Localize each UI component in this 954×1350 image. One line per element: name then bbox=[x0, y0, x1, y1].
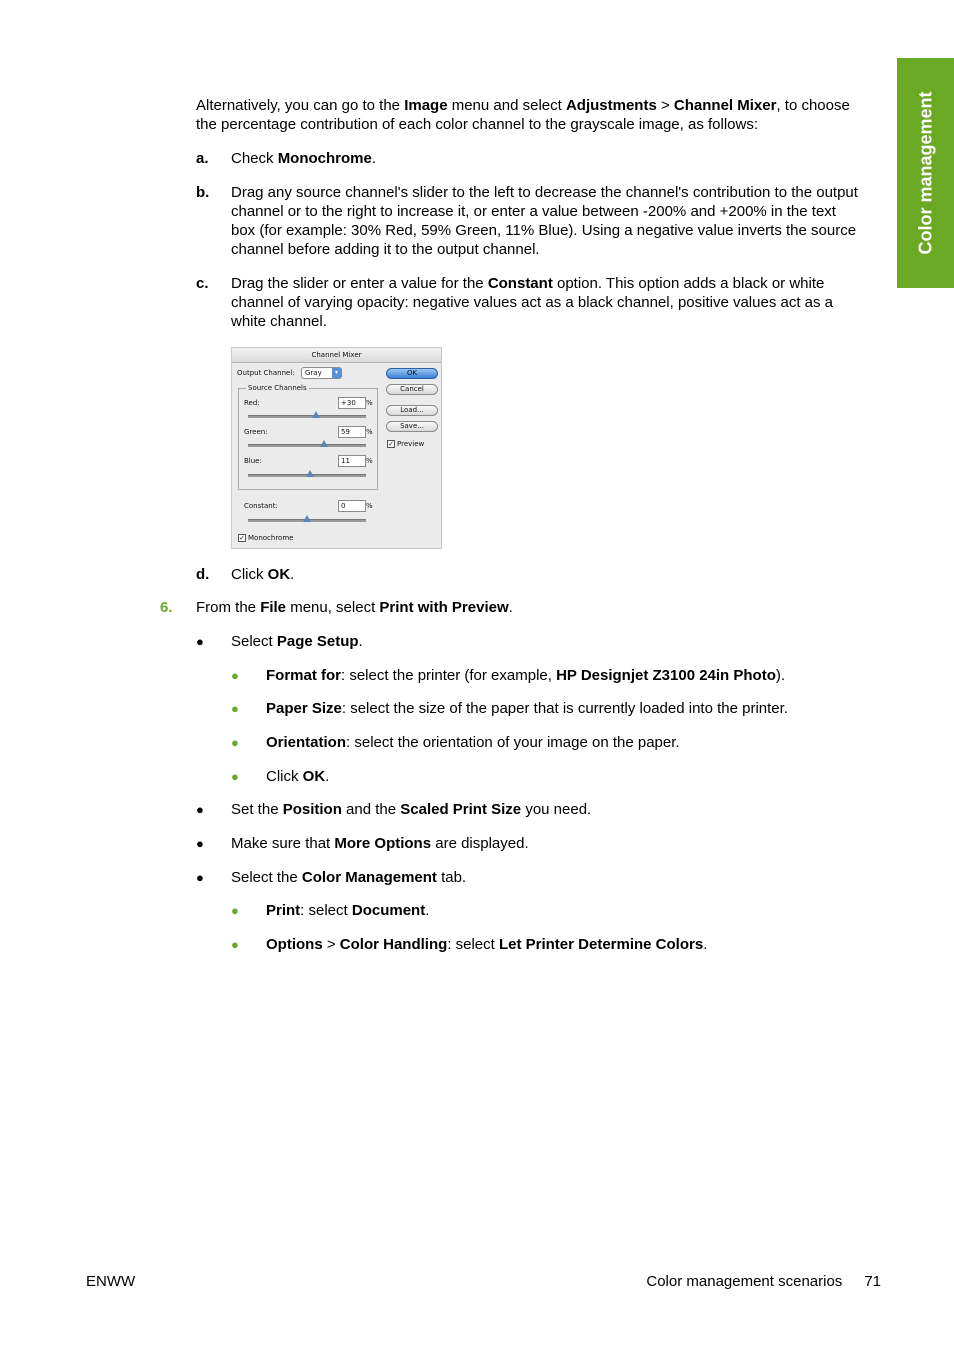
chapter-side-tab bbox=[897, 58, 954, 288]
bullet-icon: ● bbox=[196, 870, 204, 885]
footer-section-title: Color management scenarios bbox=[646, 1273, 843, 1290]
sub-bullet-icon: ● bbox=[231, 903, 239, 918]
bullet-icon: ● bbox=[196, 802, 204, 817]
save-button[interactable]: Save... bbox=[386, 421, 438, 432]
green-value-field[interactable]: 59 bbox=[338, 426, 366, 438]
step-b-line-2: channel or to the right to increase it, or enter a value between -200% and +200% in the text bbox=[231, 203, 836, 220]
bullet-page-setup: Select Page Setup. bbox=[231, 633, 363, 650]
step-b-marker: b. bbox=[196, 184, 210, 201]
step-a-text: Check Monochrome. bbox=[231, 150, 377, 167]
intro-line-2: the percentage contribution of each color channel to the grayscale image, as follows: bbox=[196, 116, 759, 133]
bullet-icon: ● bbox=[196, 836, 204, 851]
step-6-text: From the File menu, select Print with Preview. bbox=[196, 599, 513, 616]
footer-right bbox=[646, 1272, 881, 1291]
bullet-icon: ● bbox=[196, 634, 204, 649]
bullet-position: Set the Position and the Scaled Print Size you need. bbox=[231, 801, 592, 818]
step-b-line-1: Drag any source channel's slider to the left to decrease the channel's contribution to the output bbox=[231, 184, 858, 201]
sub-bullet-click-ok: Click OK. bbox=[266, 768, 330, 785]
blue-slider-thumb[interactable] bbox=[306, 470, 314, 477]
load-button[interactable]: Load... bbox=[386, 405, 438, 416]
sub-bullet-paper-size: Paper Size: select the size of the paper that is currently loaded into the printer. bbox=[266, 700, 788, 717]
sub-bullet-icon: ● bbox=[231, 937, 239, 952]
footer-left: ENWW bbox=[86, 1273, 136, 1290]
step-d-marker: d. bbox=[196, 566, 210, 583]
red-slider-thumb[interactable] bbox=[312, 411, 320, 418]
output-channel-select[interactable]: Gray ▾ bbox=[301, 367, 342, 379]
source-channels-label: Source Channels bbox=[248, 384, 307, 392]
blue-percent: % bbox=[366, 457, 373, 465]
bullet-more-options: Make sure that More Options are displayed. bbox=[231, 835, 529, 852]
constant-slider-thumb[interactable] bbox=[303, 515, 311, 522]
step-a-marker: a. bbox=[196, 150, 209, 167]
monochrome-label: Monochrome bbox=[248, 534, 294, 542]
preview-checkbox[interactable]: ✓ bbox=[388, 440, 394, 448]
red-slider-track[interactable] bbox=[248, 415, 366, 418]
step-b-line-3: box (for example: 30% Red, 59% Green, 11% Blue). Using a negative value inverts the source bbox=[231, 222, 857, 239]
green-slider-thumb[interactable] bbox=[320, 440, 328, 447]
step-c-line-3: white channel. bbox=[231, 313, 327, 330]
green-percent: % bbox=[366, 428, 373, 436]
footer-page-number: 71 bbox=[864, 1273, 881, 1290]
chapter-side-tab-label: Color management bbox=[915, 91, 935, 255]
red-value-field[interactable]: +30 bbox=[338, 397, 366, 409]
constant-value-field[interactable]: 0 bbox=[338, 500, 366, 512]
sub-bullet-icon: ● bbox=[231, 668, 239, 683]
preview-label: Preview bbox=[397, 440, 425, 448]
sub-bullet-icon: ● bbox=[231, 769, 239, 784]
sub-bullet-print: Print: select Document. bbox=[266, 902, 430, 919]
select-arrow-icon: ▾ bbox=[332, 368, 341, 378]
bullet-color-management: Select the Color Management tab. bbox=[231, 869, 467, 886]
sub-bullet-orientation: Orientation: select the orientation of your image on the paper. bbox=[266, 734, 680, 751]
channel-mixer-dialog bbox=[231, 347, 442, 549]
step-d-text: Click OK. bbox=[231, 566, 295, 583]
green-slider-track[interactable] bbox=[248, 444, 366, 447]
constant-label: Constant: bbox=[244, 502, 278, 510]
output-channel-label: Output Channel: bbox=[237, 369, 295, 377]
dialog-title: Channel Mixer bbox=[232, 348, 441, 363]
monochrome-checkbox[interactable]: ✓ bbox=[239, 534, 245, 542]
cancel-button[interactable]: Cancel bbox=[386, 384, 438, 395]
sub-bullet-format-for: Format for: select the printer (for example, HP Designjet Z3100 24in Photo). bbox=[266, 667, 786, 684]
sub-bullet-icon: ● bbox=[231, 701, 239, 716]
step-c-marker: c. bbox=[196, 275, 209, 292]
step-b-line-4: channel before adding it to the output channel. bbox=[231, 241, 540, 258]
step-c-line-2: channel of varying opacity: negative values act as a black channel, positive values act as a bbox=[231, 294, 834, 311]
green-label: Green: bbox=[244, 428, 268, 436]
blue-value-field[interactable]: 11 bbox=[338, 455, 366, 467]
red-label: Red: bbox=[244, 399, 260, 407]
red-percent: % bbox=[366, 399, 373, 407]
intro-line-1: Alternatively, you can go to the Image menu and select Adjustments > Channel Mixer, to choose bbox=[196, 97, 850, 114]
ok-button[interactable]: OK bbox=[386, 368, 438, 379]
step-6-marker: 6. bbox=[160, 599, 173, 616]
step-c-line-1: Drag the slider or enter a value for the Constant option. This option adds a black or white bbox=[231, 275, 825, 292]
sub-bullet-icon: ● bbox=[231, 735, 239, 750]
sub-bullet-options: Options > Color Handling: select Let Printer Determine Colors. bbox=[266, 936, 708, 953]
blue-label: Blue: bbox=[244, 457, 262, 465]
constant-percent: % bbox=[366, 502, 373, 510]
